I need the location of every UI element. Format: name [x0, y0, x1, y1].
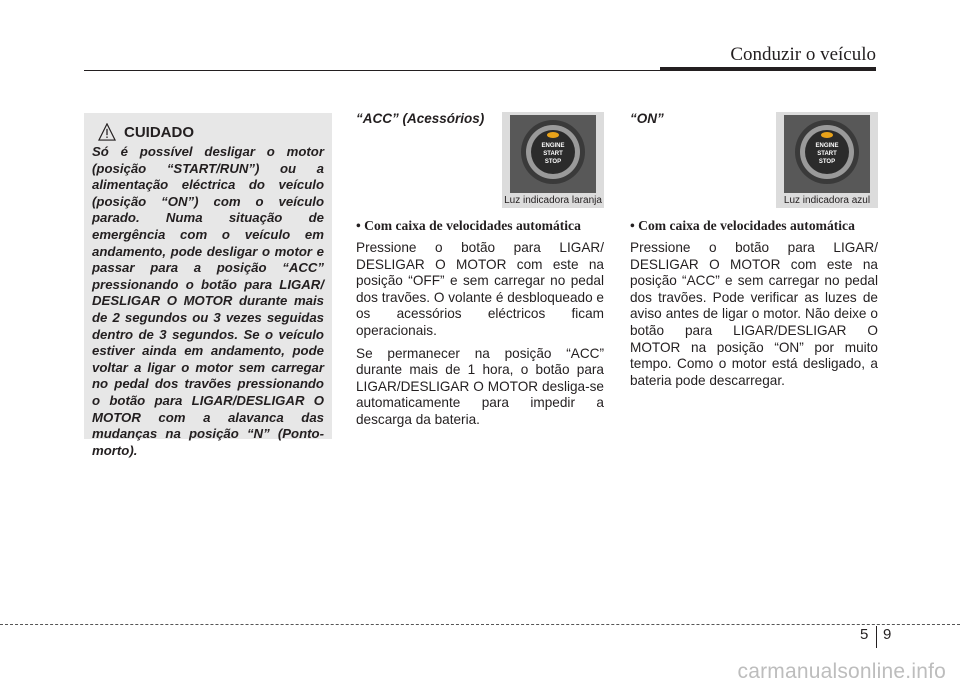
acc-paragraph-1: Pressione o botão para LIGAR/ DESLIGAR O MOTOR com este na posição “OFF” e sem carregar no pedal dos travões. O volante é desbloqueado e os acessórios eléctricos ficam operacionais.: [356, 240, 604, 338]
page-header-title: Conduzir o veículo: [730, 44, 876, 65]
on-figure-caption: Luz indicadora azul: [783, 195, 871, 206]
acc-body: [356, 218, 604, 435]
on-paragraph-1: Pressione o botão para LIGAR/ DESLIGAR O MOTOR com este na posição “ACC” e sem carregar no pedal dos travões. Pode verificar as luzes de aviso antes de ligar o motor. Não deixe o botão para LIGAR/DESLIGAR O MOTOR na posição “ON” por muito tempo. Como o motor está desligado, a bateria pode descarregar.: [630, 240, 878, 388]
caution-title: CUIDADO: [124, 123, 194, 141]
acc-paragraph-2: Se permanecer na posição “ACC” durante mais de 1 hora, o botão para LIGAR/DESLIGAR O MOTOR desliga-se automaticamente para impedir a descarga da bateria.: [356, 345, 604, 427]
caution-text: Só é possível desligar o motor (posição “START/RUN”) ou a alimentação eléctrica do veículo (posição “ON”) com o veículo parado. Numa situação de emergência com o veículo em andamento, pode desligar o motor e passar para a posição “ACC” pressionando o botão para LIGAR/ DESLIGAR O MOTOR durante mais de 2 segundos ou 3 vezes seguidas dentro de 3 segundos. Se o veículo estiver ainda em andamento, pode voltar a ligar o motor sem carregar no pedal dos travões pressionando o botão para LIGAR/DESLIGAR O MOTOR com a alavanca das mudanças na posição “N” (Ponto-morto).: [92, 144, 324, 458]
svg-text:STOP: STOP: [544, 159, 562, 165]
footer-rule: [0, 624, 960, 625]
engine-button-photo: [784, 115, 870, 193]
engine-start-stop-button-icon: [784, 115, 870, 193]
on-bullet: • Com caixa de velocidades automática: [630, 218, 855, 233]
on-heading: “ON”: [630, 111, 664, 126]
svg-text:ENGINE: ENGINE: [815, 143, 839, 149]
engine-start-stop-button-icon: [510, 115, 596, 193]
page-number-separator: [876, 626, 877, 648]
svg-text:ENGINE: ENGINE: [541, 143, 565, 149]
caution-box: [84, 113, 332, 458]
on-figure: [776, 112, 878, 208]
svg-text:START: START: [817, 151, 837, 157]
svg-text:START: START: [543, 151, 563, 157]
on-body: [630, 218, 878, 395]
header-rule-accent: [660, 67, 876, 71]
acc-figure-caption: Luz indicadora laranja: [504, 195, 602, 206]
warning-triangle-icon: [98, 123, 116, 141]
acc-heading: “ACC” (Acessórios): [356, 111, 485, 126]
engine-button-photo: [510, 115, 596, 193]
acc-figure: [502, 112, 604, 208]
watermark: carmanualsonline.info: [737, 660, 946, 683]
acc-indicator-light: [547, 132, 559, 138]
svg-text:STOP: STOP: [818, 159, 836, 165]
caution-header: [98, 121, 324, 143]
on-indicator-light: [821, 132, 833, 138]
page-number: 9: [883, 626, 892, 643]
header-rule: [84, 70, 660, 71]
acc-bullet: • Com caixa de velocidades automática: [356, 218, 581, 233]
chapter-number: 5: [860, 626, 869, 643]
